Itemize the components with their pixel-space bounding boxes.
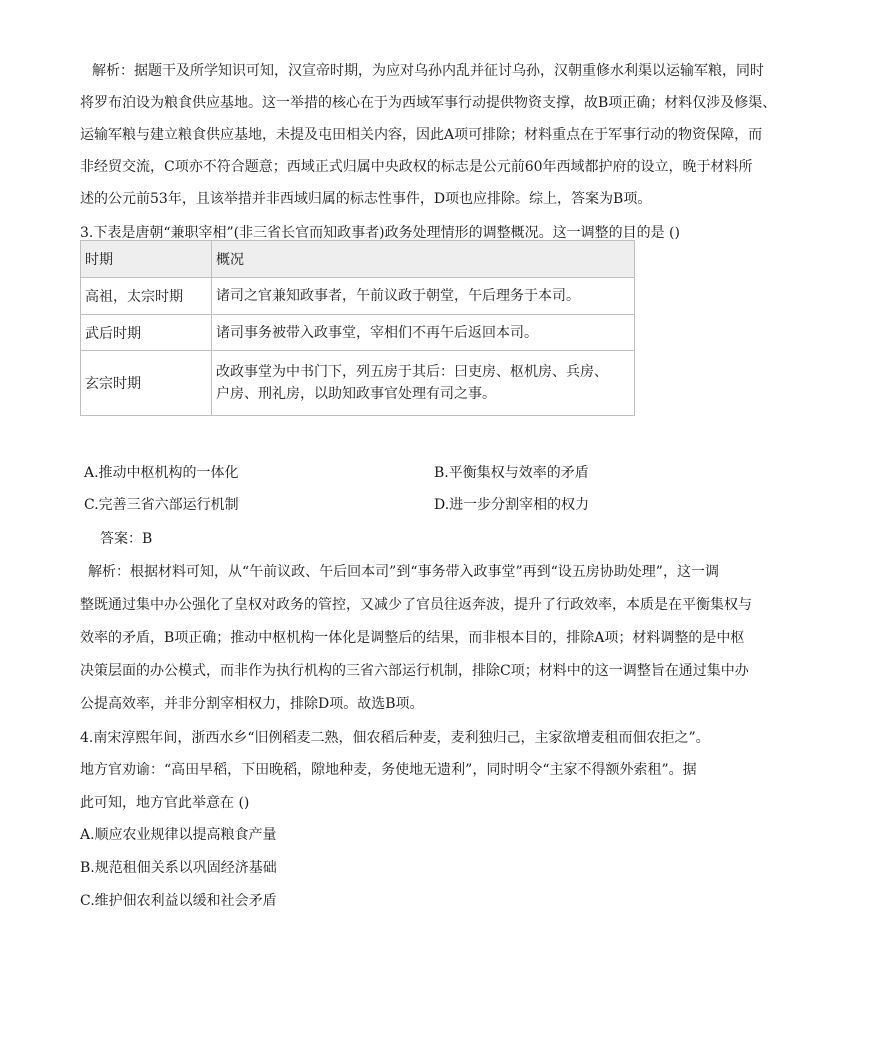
q4-option-c: C.维护佃农利益以缓和社会矛盾 [80, 893, 277, 909]
table-cell-summary [212, 278, 635, 315]
q4-option-a: A.顺应农业规律以提高粮食产量 [80, 827, 277, 843]
q3-analysis-line-3: 效率的矛盾，B项正确；推动中枢机构一体化是调整后的结果，而非根本目的，排除A项；材料调整的是中枢 [80, 630, 745, 646]
table-cell-period: 玄宗时期 [81, 351, 212, 416]
table-header-period: 时期 [81, 241, 212, 278]
q3-option-b: B.平衡集权与效率的矛盾 [434, 465, 589, 481]
q2-analysis-line-2: 将罗布泊设为粮食供应基地。这一举措的核心在于为西域军事行动提供物资支撑，故B项正确；材料仅涉及修渠、 [80, 95, 777, 111]
q3-option-d: D.进一步分割宰相的权力 [434, 497, 590, 513]
table-row [81, 351, 635, 416]
q3-answer: 答案：B [100, 531, 153, 547]
q4-stem-line-3: 此可知，地方官此举意在 () [80, 795, 250, 811]
summary-line: 户房、刑礼房，以助知政事官处理有司之事。 [216, 386, 496, 402]
q4-stem-line-1: 4.南宋淳熙年间，浙西水乡“旧例稻麦二熟，佃农稻后种麦，麦利独归己，主家欲增麦租而佃农拒之”。 [80, 730, 710, 746]
q3-analysis-line-2: 整既通过集中办公强化了皇权对政务的管控，又减少了官员往返奔波，提升了行政效率，本质是在平衡集权与 [80, 597, 752, 613]
q3-analysis-line-5: 公提高效率，并非分割宰相权力，排除D项。故选B项。 [80, 696, 424, 712]
table-row [81, 278, 635, 315]
q2-analysis-line-5: 述的公元前53年，且该举措并非西域归属的标志性事件，D项也应排除。综上，答案为B项。 [80, 191, 652, 207]
q3-stem: 3.下表是唐朝“兼职宰相”(非三省长官而知政事者)政务处理情形的调整概况。这一调整的目的是 () [80, 225, 680, 241]
q2-analysis-line-4: 非经贸交流，C项亦不符合题意；西域正式归属中央政权的标志是公元前60年西域都护府的设立，晚于材料所 [80, 159, 753, 175]
q3-option-a: A.推动中枢机构的一体化 [84, 465, 239, 481]
q4-option-b: B.规范租佃关系以巩固经济基础 [80, 860, 277, 876]
q3-analysis-line-4: 决策层面的办公模式，而非作为执行机构的三省六部运行机制，排除C项；材料中的这一调整旨在通过集中办 [80, 663, 749, 679]
table-header-row [81, 241, 635, 278]
q3-analysis-line-1: 解析：根据材料可知，从“午前议政、午后回本司”到“事务带入政事堂”再到“设五房协助处理”，这一调 [88, 564, 719, 580]
table-cell-period: 武后时期 [81, 315, 212, 351]
q2-analysis-line-1: 解析：据题干及所学知识可知，汉宣帝时期，为应对乌孙内乱并征讨乌孙，汉朝重修水利渠以运输军粮，同时 [92, 63, 764, 79]
q2-analysis-line-3: 运输军粮与建立粮食供应基地，未提及屯田相关内容，因此A项可排除；材料重点在于军事行动的物资保障，而 [80, 127, 763, 143]
summary-line: 诸司事务被带入政事堂，宰相们不再午后返回本司。 [216, 324, 538, 341]
table-cell-summary [212, 351, 635, 416]
q4-stem-line-2: 地方官劝谕：“高田早稻，下田晚稻，隙地种麦，务使地无遗利”，同时明令“主家不得额外索租”。据 [80, 762, 697, 778]
table-header-summary: 概况 [212, 241, 635, 278]
table-cell-period: 高祖，太宗时期 [81, 278, 212, 315]
q3-table [80, 240, 635, 416]
q3-option-c: C.完善三省六部运行机制 [84, 497, 239, 513]
table-cell-summary [212, 315, 635, 351]
summary-line: 诸司之官兼知政事者，午前议政于朝堂，午后理务于本司。 [216, 288, 580, 304]
summary-line: 改政事堂为中书门下，列五房于其后：曰吏房、枢机房、兵房、 [216, 364, 608, 380]
table-row [81, 315, 635, 351]
